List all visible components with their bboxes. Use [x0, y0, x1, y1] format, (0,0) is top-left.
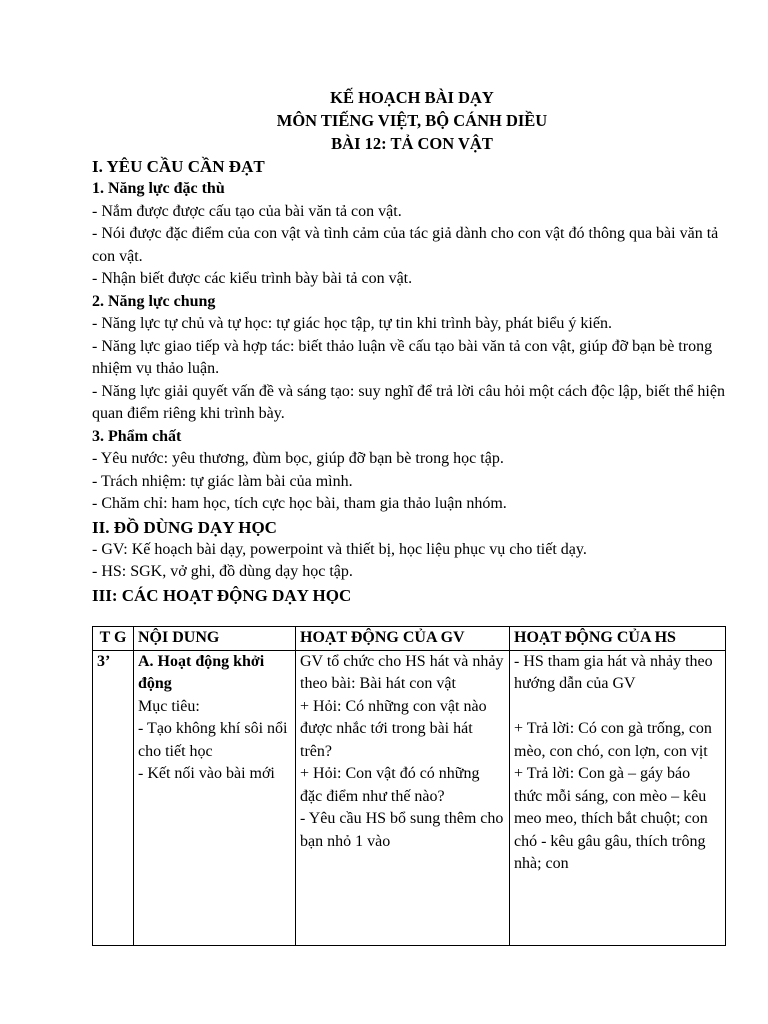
doc-title-line-2: MÔN TIẾNG VIỆT, BỘ CÁNH DIỀU — [276, 111, 548, 130]
subsection-3-item-3: - Chăm chỉ: ham học, tích cực học bài, tham gia thảo luận nhóm. — [92, 495, 507, 512]
content-line-3: - Kết nối vào bài mới — [138, 765, 275, 782]
cell-tg — [93, 650, 134, 945]
activities-table — [92, 626, 726, 946]
header-gv-activity: HOẠT ĐỘNG CỦA GV — [296, 627, 510, 651]
table-row — [93, 650, 726, 945]
document-page — [92, 86, 732, 607]
hs-line-1: - HS tham gia hát và nhảy theo hướng dẫn của GV — [514, 652, 713, 692]
section-2-heading: II. ĐỒ DÙNG DẠY HỌC — [92, 517, 277, 537]
subsection-3-item-1: - Yêu nước: yêu thương, đùm bọc, giúp đỡ bạn bè trong học tập. — [92, 450, 504, 467]
section-1-heading: I. YÊU CẦU CẦN ĐẠT — [92, 157, 265, 176]
subsection-1-item-1: - Nắm được được cấu tạo của bài văn tả con vật. — [92, 202, 402, 220]
cell-content — [134, 650, 296, 945]
doc-title-line-1: KẾ HOẠCH BÀI DẠY — [330, 88, 494, 107]
hs-line-3: + Trả lời: Có con gà trống, con mèo, con chó, con lợn, con vịt — [514, 720, 712, 760]
header-tg: T G — [93, 627, 134, 651]
cell-gv-activity — [296, 650, 510, 945]
subsection-3-heading: 3. Phẩm chất — [92, 427, 182, 445]
gv-line-3: + Hỏi: Con vật đó có những đặc điểm như thế nào? — [300, 765, 480, 805]
hs-line-4: + Trả lời: Con gà – gáy báo thức mỗi sáng, con mèo – kêu meo meo, thích bắt chuột; con chó - kêu gâu gâu, thích trông nhà; con — [514, 765, 708, 872]
hs-line-2 — [514, 696, 721, 719]
subsection-1-item-2: - Nói được đặc điểm của con vật và tình cảm của tác giả dành cho con vật đó thông qua bài văn tả con vật. — [92, 225, 719, 265]
section-2-item-1: - GV: Kế hoạch bài dạy, powerpoint và thiết bị, học liệu phục vụ cho tiết dạy. — [92, 540, 587, 558]
section-2-item-2: - HS: SGK, vở ghi, đồ dùng dạy học tập. — [92, 563, 353, 580]
subsection-2-item-2: - Năng lực giao tiếp và hợp tác: biết thảo luận về cấu tạo bài văn tả con vật, giúp đỡ bạn bè trong nhiệm vụ thảo luận. — [92, 337, 713, 377]
subsection-3-item-2: - Trách nhiệm: tự giác làm bài của mình. — [92, 472, 353, 490]
subsection-2-item-1: - Năng lực tự chủ và tự học: tự giác học tập, tự tin khi trình bày, phát biểu ý kiến. — [92, 315, 612, 332]
content-line-1: Mục tiêu: — [138, 697, 200, 715]
header-content: NỘI DUNG — [134, 627, 296, 651]
subsection-1-heading: 1. Năng lực đặc thù — [92, 180, 225, 197]
gv-line-1: GV tổ chức cho HS hát và nhảy theo bài: Bài hát con vật — [300, 652, 504, 692]
subsection-2-item-3: - Năng lực giải quyết vấn đề và sáng tạo: suy nghĩ để trả lời câu hỏi một cách độc lập, biết thể hiện quan điểm riêng khi trình bày. — [92, 382, 725, 422]
content-line-2: - Tạo không khí sôi nổi cho tiết học — [138, 720, 288, 760]
subsection-1-item-3: - Nhận biết được các kiểu trình bày bài tả con vật. — [92, 270, 413, 287]
section-3-heading: III: CÁC HOẠT ĐỘNG DẠY HỌC — [92, 585, 352, 605]
gv-line-4: - Yêu cầu HS bổ sung thêm cho bạn nhỏ 1 vào — [300, 810, 504, 850]
gv-line-2: + Hỏi: Có những con vật nào được nhắc tới trong bài hát trên? — [300, 697, 487, 760]
cell-hs-activity — [510, 650, 726, 945]
table-header-row — [93, 627, 726, 651]
header-hs-activity: HOẠT ĐỘNG CỦA HS — [510, 627, 726, 651]
content-title: A. Hoạt động khởi động — [138, 652, 265, 692]
time-value: 3’ — [97, 652, 111, 670]
subsection-2-heading: 2. Năng lực chung — [92, 292, 216, 310]
doc-title-line-3: BÀI 12: TẢ CON VẬT — [331, 134, 493, 153]
